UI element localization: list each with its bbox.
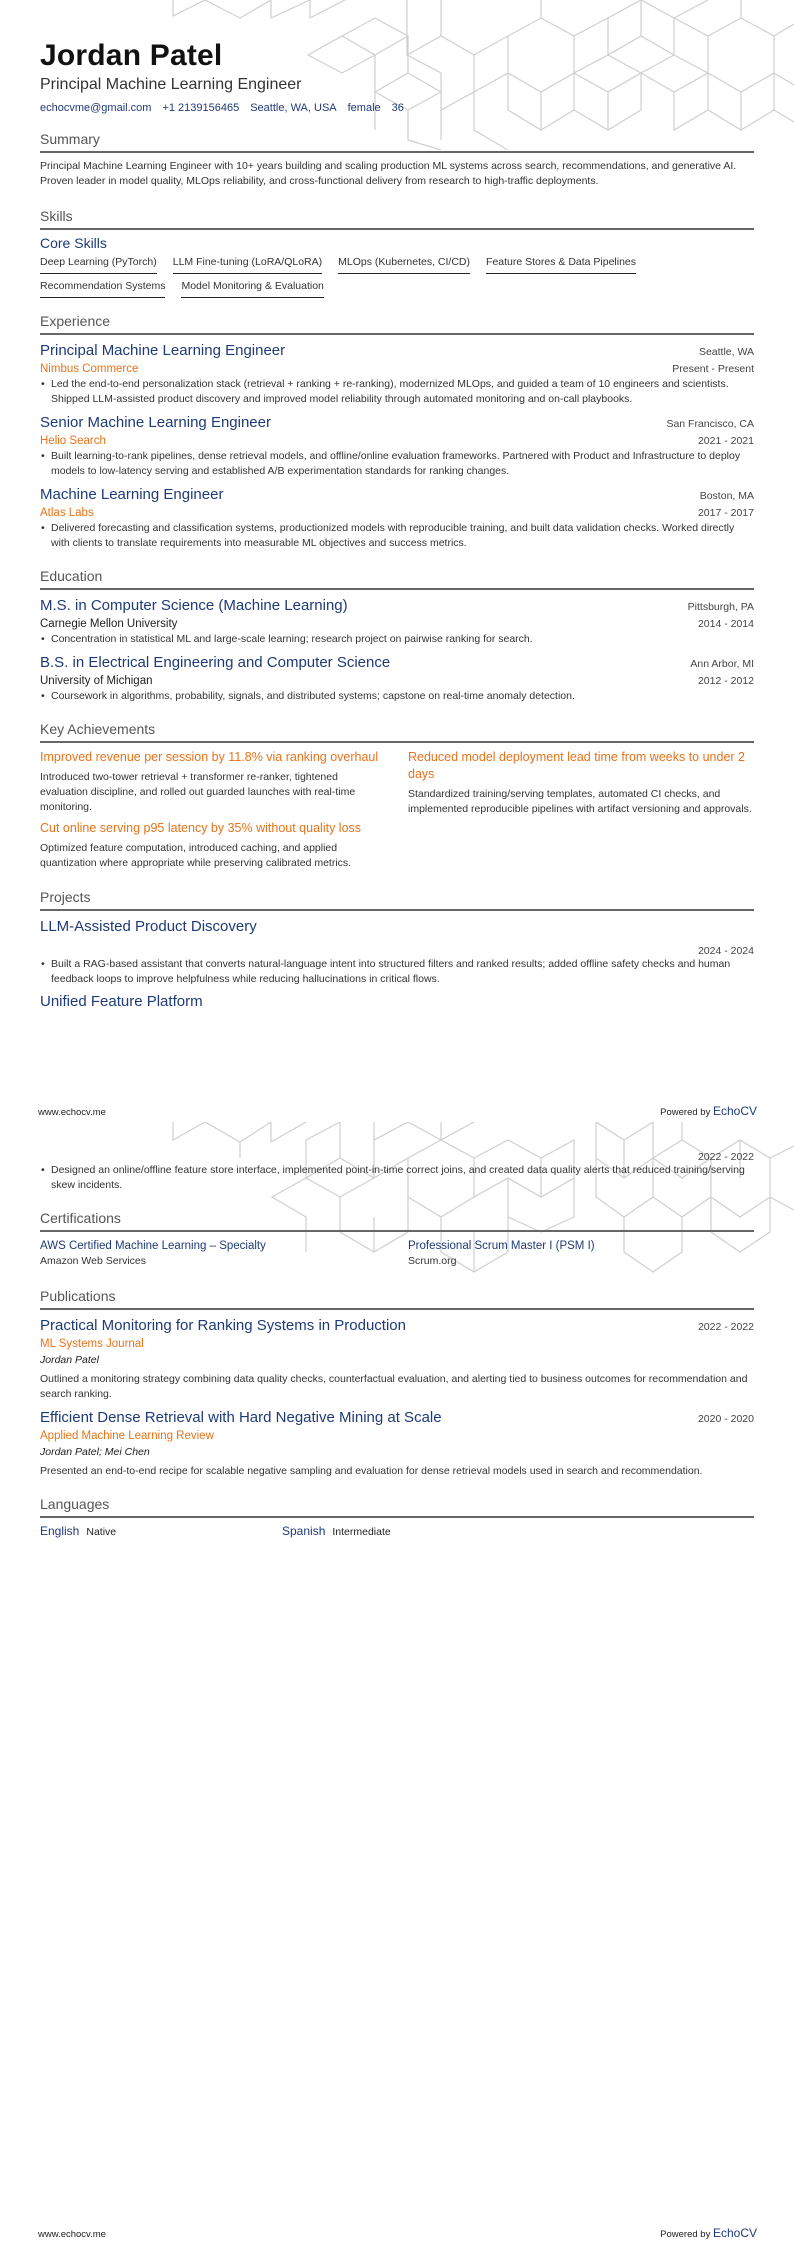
achievement-description: Introduced two-tower retrieval + transformer re-ranker, tightened evaluation discipline, and rolled out guarded launches with real-time monitoring.	[40, 771, 356, 813]
publication-venue: Applied Machine Learning Review	[40, 1430, 214, 1442]
contact-location: Seattle, WA, USA	[250, 102, 337, 114]
skill-item: Deep Learning (PyTorch)	[40, 256, 157, 274]
languages-list	[40, 1524, 754, 1538]
project-name: Unified Feature Platform	[40, 993, 203, 1010]
achievement-item	[408, 749, 754, 817]
skills-list	[40, 256, 754, 298]
education-section	[40, 567, 754, 704]
experience-entry	[40, 485, 754, 551]
language-level: Intermediate	[332, 1526, 391, 1538]
section-heading-experience: Experience	[40, 312, 754, 335]
achievements-grid	[40, 749, 754, 876]
publication-dates: 2022 - 2022	[697, 1321, 754, 1333]
skill-item: MLOps (Kubernetes, CI/CD)	[338, 256, 470, 274]
contact-gender: female	[347, 102, 381, 114]
achievement-title: Improved revenue per session by 11.8% via ranking overhaul	[40, 750, 379, 764]
achievement-title: Reduced model deployment lead time from weeks to under 2 days	[408, 750, 745, 781]
degree-title: B.S. in Electrical Engineering and Computer Science	[40, 654, 391, 671]
achievements-column-left	[40, 749, 386, 876]
language-item	[282, 1524, 524, 1538]
job-dates: 2021 - 2021	[697, 435, 754, 447]
certification-item	[40, 1238, 386, 1269]
publication-description: Outlined a monitoring strategy combining data quality checks, counterfactual evaluation, and alerting tied to business outcomes for recommendation and search ranking.	[40, 1373, 748, 1400]
footer-website[interactable]: www.echocv.me	[38, 2229, 106, 2240]
section-heading-projects: Projects	[40, 888, 754, 911]
job-location: San Francisco, CA	[666, 418, 754, 430]
language-level: Native	[86, 1526, 117, 1538]
job-bullet: • Led the end-to-end personalization stack (retrieval + ranking + re-ranking), modernized MLOps, and guided a team of 10 engineers and scientists. Shipped LLM-assisted product discovery and improved model reliability through automated monitoring and on-call playbooks.	[40, 377, 754, 407]
footer-powered-by: Powered by EchoCV	[660, 1104, 757, 1118]
section-heading-languages: Languages	[40, 1495, 754, 1518]
certification-issuer: Amazon Web Services	[40, 1255, 147, 1267]
publication-venue: ML Systems Journal	[40, 1338, 144, 1350]
education-dates: 2012 - 2012	[697, 675, 754, 687]
contact-age: 36	[391, 102, 404, 114]
section-heading-education: Education	[40, 567, 754, 590]
company-name: Helio Search	[40, 435, 106, 447]
school-location: Pittsburgh, PA	[687, 601, 754, 613]
education-bullet: • Concentration in statistical ML and large-scale learning; research project on pairwise ranking for search.	[40, 632, 754, 647]
publications-section	[40, 1287, 754, 1479]
language-name: Spanish	[282, 1524, 326, 1538]
job-dates: Present - Present	[672, 363, 754, 375]
job-title: Senior Machine Learning Engineer	[40, 414, 271, 431]
project-entry	[40, 992, 754, 1012]
section-heading-publications: Publications	[40, 1287, 754, 1310]
summary-section	[40, 130, 754, 189]
publication-entry	[40, 1316, 754, 1402]
project-bullet: • Built a RAG-based assistant that converts natural-language intent into structured filters and ranked results; added offline safety checks and human feedback loops to improve helpfulness while reducing hallucinations in critical flows.	[40, 957, 754, 987]
candidate-name: Jordan Patel	[40, 39, 223, 72]
skills-group-title: Core Skills	[40, 235, 107, 251]
echocv-brand[interactable]: EchoCV	[712, 2226, 757, 2240]
projects-section	[40, 888, 754, 1012]
job-title: Principal Machine Learning Engineer	[40, 342, 286, 359]
degree-title: M.S. in Computer Science (Machine Learning)	[40, 597, 348, 614]
education-dates: 2014 - 2014	[697, 618, 754, 630]
achievement-description: Standardized training/serving templates, automated CI checks, and implemented reproducible pipelines with artifact versioning and approvals.	[408, 788, 752, 815]
job-location: Seattle, WA	[698, 346, 754, 358]
experience-section	[40, 312, 754, 551]
project-dates: 2022 - 2022	[697, 1151, 754, 1163]
language-name: English	[40, 1524, 80, 1538]
experience-entry	[40, 341, 754, 407]
certification-item	[408, 1238, 754, 1269]
publication-description: Presented an end-to-end recipe for scalable negative sampling and evaluation for dense retrieval models used in search and recommendation.	[40, 1465, 703, 1477]
page-footer	[38, 1104, 757, 1118]
certifications-section	[40, 1209, 754, 1269]
footer-website[interactable]: www.echocv.me	[38, 1107, 106, 1118]
summary-text: Principal Machine Learning Engineer with 10+ years building and scaling production ML systems across search, recommendations, and generative AI. Proven leader in model quality, MLOps reliability, and cross-functional delivery from research to high-traffic deployments.	[40, 160, 737, 187]
publication-dates: 2020 - 2020	[697, 1413, 754, 1425]
achievements-column-right	[408, 749, 754, 876]
project-name: LLM-Assisted Product Discovery	[40, 918, 257, 935]
certification-name: Professional Scrum Master I (PSM I)	[408, 1240, 595, 1252]
school-name: University of Michigan	[40, 675, 153, 687]
job-bullet: • Built learning-to-rank pipelines, dense retrieval models, and offline/online evaluation frameworks. Partnered with Product and Infrastructure to deploy models to low-latency serving and established A/B experimentation standards for ranking changes.	[40, 449, 754, 479]
contact-phone[interactable]: +1 2139156465	[162, 102, 240, 114]
section-heading-skills: Skills	[40, 207, 754, 230]
page-footer	[38, 2226, 757, 2240]
job-bullet: • Delivered forecasting and classification systems, productionized models with reproducible training, and built data validation checks. Worked directly with clients to translate requirements into measurable ML objectives and success metrics.	[40, 521, 754, 551]
contact-line	[40, 102, 754, 114]
skills-section	[40, 207, 754, 298]
certifications-grid	[40, 1238, 754, 1269]
project-entry	[40, 917, 754, 987]
project-entry-continued	[40, 1151, 754, 1193]
certification-issuer: Scrum.org	[408, 1255, 457, 1267]
footer-powered-by: Powered by EchoCV	[660, 2226, 757, 2240]
school-location: Ann Arbor, MI	[690, 658, 754, 670]
job-dates: 2017 - 2017	[697, 507, 754, 519]
job-title: Machine Learning Engineer	[40, 486, 224, 503]
section-heading-achievements: Key Achievements	[40, 720, 754, 743]
company-name: Atlas Labs	[40, 507, 94, 519]
job-location: Boston, MA	[699, 490, 754, 502]
achievement-item	[40, 820, 386, 871]
skill-item: Recommendation Systems	[40, 280, 165, 298]
skill-item: Model Monitoring & Evaluation	[181, 280, 323, 298]
publication-authors: Jordan Patel; Mei Chen	[40, 1446, 150, 1458]
project-dates: 2024 - 2024	[697, 945, 754, 957]
publication-title: Efficient Dense Retrieval with Hard Negative Mining at Scale	[40, 1409, 442, 1426]
publication-title: Practical Monitoring for Ranking Systems in Production	[40, 1317, 406, 1334]
publication-authors: Jordan Patel	[40, 1354, 99, 1366]
achievement-title: Cut online serving p95 latency by 35% without quality loss	[40, 821, 362, 835]
school-name: Carnegie Mellon University	[40, 618, 178, 630]
achievements-section	[40, 720, 754, 876]
resume-page-2	[0, 1151, 794, 1538]
achievement-description: Optimized feature computation, introduced caching, and applied quantization where appropriate while preserving calibrated metrics.	[40, 842, 352, 869]
section-heading-certifications: Certifications	[40, 1209, 754, 1232]
education-bullet: • Coursework in algorithms, probability, signals, and distributed systems; capstone on real-time anomaly detection.	[40, 689, 754, 704]
skill-item: LLM Fine-tuning (LoRA/QLoRA)	[173, 256, 322, 274]
education-entry	[40, 653, 754, 704]
candidate-title: Principal Machine Learning Engineer	[40, 76, 302, 93]
certification-name: AWS Certified Machine Learning – Specialty	[40, 1240, 266, 1252]
publication-entry	[40, 1408, 754, 1479]
achievement-item	[40, 749, 386, 815]
contact-email[interactable]: echocvme@gmail.com	[40, 102, 152, 114]
education-entry	[40, 596, 754, 647]
language-item	[40, 1524, 282, 1538]
languages-section	[40, 1495, 754, 1538]
echocv-brand[interactable]: EchoCV	[712, 1104, 757, 1118]
resume-page-1	[0, 38, 794, 1012]
company-name: Nimbus Commerce	[40, 363, 139, 375]
section-heading-summary: Summary	[40, 130, 754, 153]
project-bullet: • Designed an online/offline feature store interface, implemented point-in-time correct joins, and created data quality alerts that reduced training/serving skew incidents.	[40, 1163, 754, 1193]
experience-entry	[40, 413, 754, 479]
skill-item: Feature Stores & Data Pipelines	[486, 256, 636, 274]
